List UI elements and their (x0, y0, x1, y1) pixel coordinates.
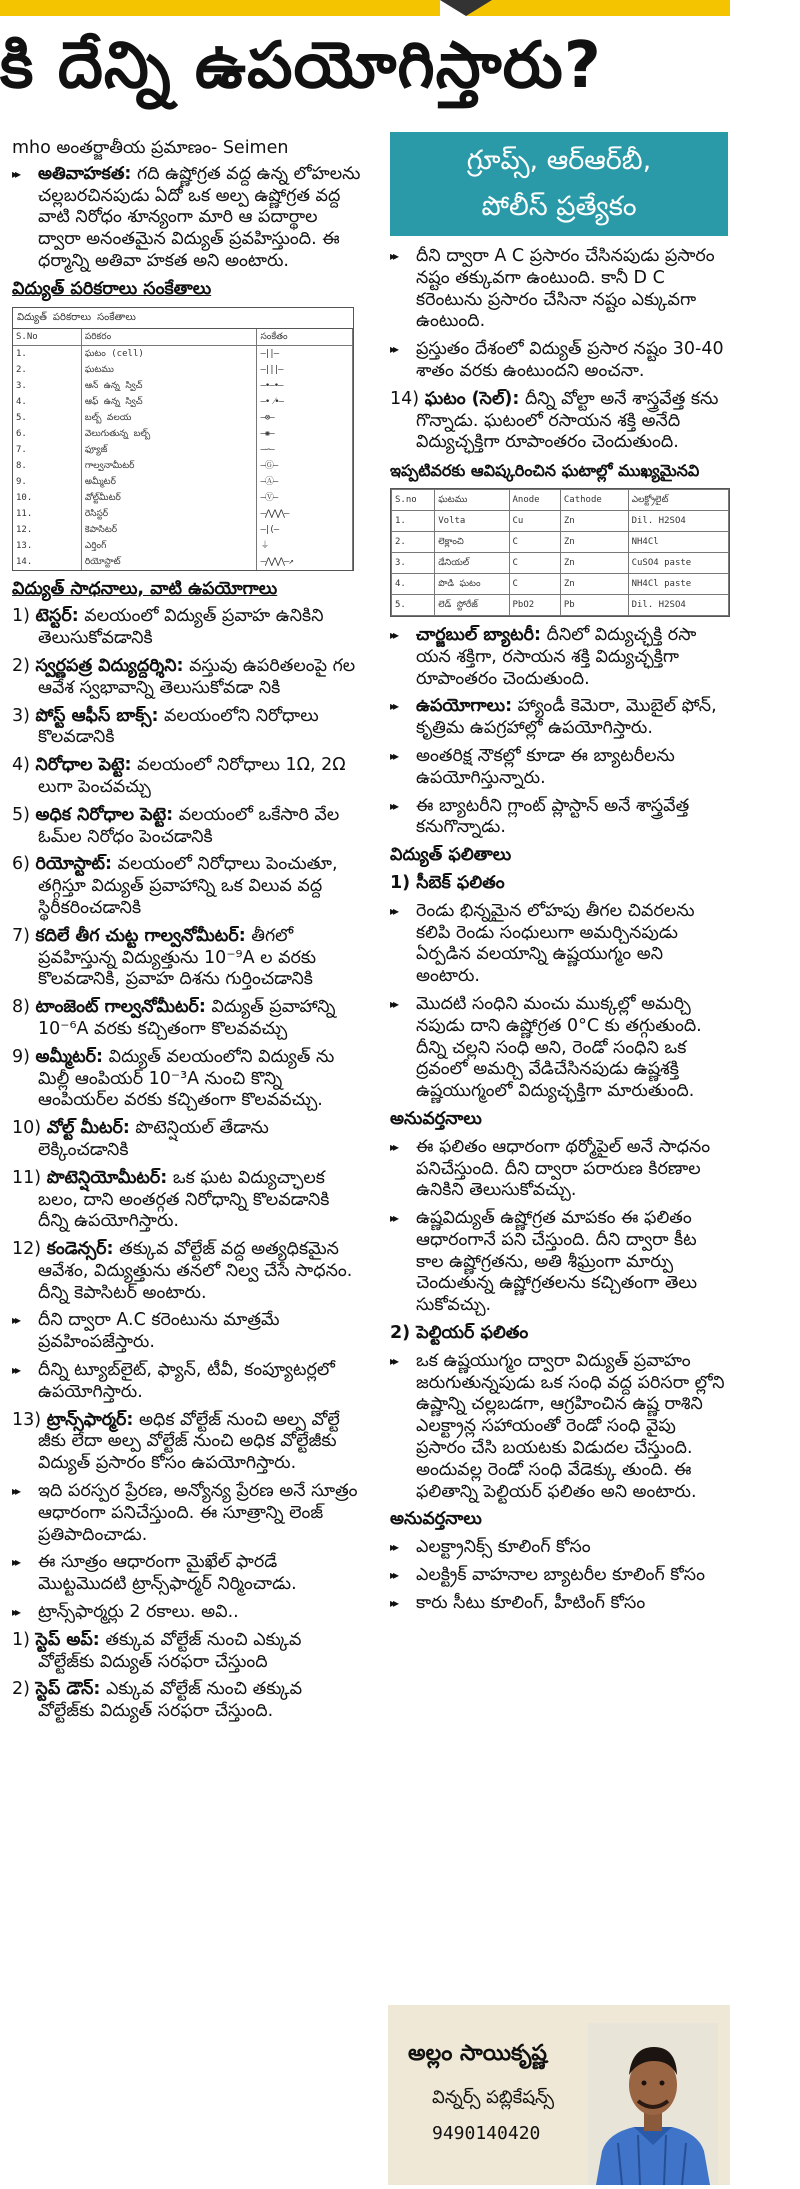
table-header: Anode (509, 489, 560, 510)
banner-line-2: పోలీస్ ప్రత్యేకం (481, 191, 637, 222)
table-header: పరికరం (81, 329, 257, 346)
applications-heading: అనువర్తనాలు (390, 1509, 482, 1530)
list-item: ▸▸ ఎలక్ట్రిక్ వాహనాల బ్యాటరీల కూలింగ్ కోసం (390, 1565, 728, 1587)
list-item: 8) టాంజెంట్ గాల్వనోమీటర్: విద్యుత్ ప్రవాహాన్ని 10⁻⁶A వరకు కచ్చితంగా కొలవవచ్చు (12, 997, 336, 1039)
banner-line-1: గ్రూప్స్, ఆర్ఆర్‌బీ, (466, 145, 652, 176)
list-item: 5) అధిక నిరోధాల పెట్టె: వలయంలో ఒకేసారి వేల ఓమ్‌ల నిరోధం పెంచడానికి (12, 804, 340, 847)
author-name: అల్లం సాయికృష్ణ (408, 2041, 547, 2066)
transformer-type: 2) స్టెప్ డౌన్: ఎక్కువ వోల్టేజ్ నుంచి తక్కువ వోల్టేజ్‌కు విద్యుత్ సరఫరా చేస్తుంది. (12, 1679, 303, 1722)
table-row: 1. Volta Cu Zn Dil. H2SO4 (392, 510, 729, 531)
list-item: ▸▸ మొదటి సంధిని మంచు ముక్కల్లో అమర్చి నపుడు దాని ఉష్ణోగ్రత 0°C కు తగ్గుతుంది. దీన్ని చల్లని సంధి అని, రెండో సంధిని ఒక ద్రవంలో అమర్చి వేడిచేసినపుడు ఉష్ణశక్తి ఉష్ణయుగ్మంలో విద్యుచ్ఛక్తిగా మారుతుంది. (390, 994, 728, 1103)
transformer-item: 13) ట్రాన్స్‌ఫార్మర్: అధిక వోల్టేజ్ నుంచి అల్ప వోల్టే జీకు లేదా అల్ప వోల్టేజ్ నుంచి అధిక వోల్టేజీకు విద్యుత్ ప్రసారం కోసం ఉపయోగిస్తారు. (12, 1409, 340, 1474)
list-item: ▸▸ రెండు భిన్నమైన లోహపు తీగల చివరలను కలిపి రెండు సంధులుగా అమర్చినపుడు ఏర్పడిన వలయాన్ని ఉష్ణయుగ్మం అని అంటారు. (390, 901, 728, 988)
seebeck-heading: 1) సీబెక్ ఫలితం (390, 872, 505, 893)
table-row: 9. అమ్మీటర్ —Ⓐ— (13, 474, 353, 490)
table-header: ఎలక్ట్రోలైట్ (628, 489, 728, 510)
table-row: 3. డేనియల్ C Zn CuSO4 paste (392, 552, 729, 573)
effects-heading: విద్యుత్ ఫలితాలు (390, 845, 512, 866)
transformer-bullet: ▸▸ ట్రాన్స్‌ఫార్మర్లు 2 రకాలు. అవి.. (12, 1602, 362, 1624)
list-item: 3) పోస్ట్ ఆఫీస్ బాక్స్: వలయంలోని నిరోధాలు కొలవడానికి (12, 705, 319, 748)
table-row: 4. ఆఫ్ ఉన్న స్విచ్ —• ⁄•— (13, 394, 353, 410)
table-row: 4. పొడి ఘటం C Zn NH4Cl paste (392, 573, 729, 594)
uses-bullet: ▸▸ ఉపయోగాలు: హ్యాండీ కెమెరా, మొబైల్ ఫోన్, కృత్రిమ ఉపగ్రహాల్లో ఉపయోగిస్తారు. (390, 696, 728, 740)
table-row: 2. లెక్లాంచి C Zn NH4Cl (392, 531, 729, 552)
list-item: ▸▸ ఒక ఉష్ణయుగ్మం ద్వారా విద్యుత్ ప్రవాహం జరుగుతున్నపుడు ఒక సంధి వద్ద పరిసరా ల్లోని ఉష్ణాన్ని చల్లబడగా, ఆగ్రహించిన ఉష్ణ రాశిని ఎలక్ట్రాన్ల సహాయంతో రెండో సంధి వైపు ప్రసారం చేసి బయటకు విడుదల చేస్తుంది. అందువల్ల రెండో సంధి వేడెక్కు తుంది. ఈ ఫలితాన్ని పెల్టియర్ ఫలితం అని అంటారు. (390, 1351, 728, 1504)
table-row: 11. రెసిస్టర్ —⋀⋀⋀— (13, 506, 353, 522)
author-phone: 9490140420 (432, 2123, 541, 2144)
list-item: ▸▸ అంతరిక్ష నౌకల్లో కూడా ఈ బ్యాటరీలను ఉపయోగిస్తున్నారు. (390, 746, 728, 790)
devices-heading: విద్యుత్ సాధనాలు, వాటి ఉపయోగాలు (12, 578, 278, 599)
cells-table (390, 488, 730, 617)
table-row: 5. లెడ్ స్టోరేజ్ PbO2 Pb Dil. H2SO4 (392, 594, 729, 615)
table-header: S.no (392, 489, 435, 510)
table-row: 3. ఆన్ ఉన్న స్విచ్ —•—•— (13, 378, 353, 394)
table-header: ఘటము (435, 489, 509, 510)
cells-table-heading: ఇప్పటివరకు ఆవిష్కరించిన ఘటాల్లో ముఖ్యమైనవి (390, 461, 700, 481)
symbols-table (12, 307, 354, 571)
table-row: 5. బల్బ్ వలయ —⊗— (13, 410, 353, 426)
author-publisher: విన్నర్స్ పబ్లికేషన్స్ (432, 2087, 555, 2108)
section-banner (390, 132, 728, 236)
transformer-bullet: ▸▸ ఈ సూత్రం ఆధారంగా మైఖేల్ ఫారడే మొట్టమొదటి ట్రాన్స్‌ఫార్మర్ నిర్మించాడు. (12, 1552, 362, 1596)
charge-battery-bullet: ▸▸ చార్జబుల్ బ్యాటరీ: దీనిలో విద్యుచ్ఛక్తి రసా యన శక్తిగా, రసాయన శక్తి విద్యుచ్ఛక్తిగా రూపాంతరం చెందుతుంది. (390, 625, 728, 690)
table-row: 13. ఎర్తింగ్ ⏚ (13, 538, 353, 554)
list-item: ▸▸ ఈ బ్యాటరీని గ్లాంట్ ప్లాస్టాన్ అనే శాస్త్రవేత్త కనుగొన్నాడు. (390, 796, 728, 840)
table-row: 6. వెలుగుతున్న బల్బ్ —✺— (13, 426, 353, 442)
superconductivity-bullet: ▸▸ అతివాహకత: గది ఉష్ణోగ్రత వద్ద ఉన్న లోహలను చల్లబరచినపుడు ఏదో ఒక అల్ప ఉష్ణోగ్రత వద్ద వాటి నిరోధం శూన్యంగా మారి ఆ పదార్థాల ద్వారా అనంతమైన విద్యుత్ ప్రవహిస్తుంది. ఈ ధర్మాన్ని అతివా హకత అని అంటారు. (12, 164, 362, 273)
list-item: 1) టెస్టర్: వలయంలో విద్యుత్ ప్రవాహ ఉనికిని తెలుసుకోవడానికి (12, 606, 324, 649)
cell-item: 14) ఘటం (సెల్): దీన్ని వోల్టా అనే శాస్త్రవేత్త కను గొన్నాడు. ఘటంలో రసాయన శక్తి అనేది విద్యుచ్ఛక్తిగా రూపాంతరం చెందుతుంది. (390, 388, 719, 453)
intro-line: mho అంతర్జాతీయ ప్రమాణం- Seimen (12, 138, 289, 158)
table-header: సంకేతం (257, 329, 353, 346)
list-item: ▸▸ ప్రస్తుతం దేశంలో విద్యుత్ ప్రసార నష్టం 30-40 శాతం వరకు ఉంటుందని అంచనా. (390, 339, 728, 383)
list-item: 6) రియోస్టాట్: వలయంలో నిరోధాలు పెంచుతూ, తగ్గిస్తూ విద్యుత్ ప్రవాహాన్ని ఒక విలువ వద్ద స్థిరీకరించడానికి (12, 854, 338, 918)
right-column (390, 132, 728, 1621)
applications-heading: అనువర్తనాలు (390, 1108, 482, 1129)
list-item: 4) నిరోధాల పెట్టె: వలయంలో నిరోధాలు 1Ω, 2Ω లుగా పెంచవచ్చు (12, 755, 346, 797)
transformer-type: 1) స్టెప్ అప్: తక్కువ వోల్టేజ్ నుంచి ఎక్కువ వోల్టేజ్‌కు విద్యుత్ సరఫరా చేస్తుంది (12, 1629, 302, 1672)
table-row: 12. కెపాసిటర్ —|(— (13, 522, 353, 538)
table-row: 8. గాల్వనామీటర్ —Ⓖ— (13, 458, 353, 474)
peltier-heading: 2) పెల్టియర్ ఫలితం (390, 1323, 529, 1344)
left-column (12, 138, 362, 1729)
list-item: ▸▸ దీని ద్వారా A C ప్రసారం చేసినపుడు ప్రసారం నష్టం తక్కువగా ఉంటుంది. కానీ D C కరెంటును ప్రసారం చేసినా నష్టం ఎక్కువగా ఉంటుంది. (390, 246, 728, 333)
table-row: 7. ఫ్యూజ్ —∽— (13, 442, 353, 458)
table-row: 2. ఘటము —|||— (13, 362, 353, 378)
list-item: 12) కండెన్సర్: తక్కువ వోల్టేజ్ వద్ద అత్యధికమైన ఆవేశం, విద్యుత్తును తనలో నిల్వ చేసే సాధనం. దీన్ని కెపాసిటర్ అంటారు. (12, 1239, 353, 1303)
top-bar-notch (440, 0, 492, 16)
list-item: ▸▸ ఉష్ణవిద్యుత్ ఉష్ణోగ్రత మాపకం ఈ ఫలితం ఆధారంగానే పని చేస్తుంది. దీని ద్వారా కీట కాల ఉష్ణోగ్రతను, అతి శీఘ్రంగా మార్పు చెందుతున్న ఉష్ణోగ్రతలను కచ్చితంగా తెలు సుకోవచ్చు. (390, 1208, 728, 1317)
transformer-bullet: ▸▸ ఇది పరస్పర ప్రేరణ, అన్యోన్య ప్రేరణ అనే సూత్రం ఆధారంగా పనిచేస్తుంది. ఈ సూత్రాన్ని లెంజ్ ప్రతిపాదించాడు. (12, 1481, 362, 1546)
author-box (388, 2005, 730, 2185)
list-item: 7) కదిలే తీగ చుట్ట గాల్వనోమీటర్: తీగలో ప్రవహిస్తున్న విద్యుత్తును 10⁻⁹A ల వరకు కొలవడానికి, ప్రవాహ దిశను గుర్తించడానికి (12, 925, 317, 990)
list-item: 11) పొటెన్షియోమీటర్: ఒక ఘట విద్యుచ్ఛాలక బలం, దాని అంతర్గత నిరోధాన్ని కొలవడానికి దీన్ని ఉపయోగిస్తారు. (12, 1167, 330, 1232)
author-photo (588, 2023, 718, 2185)
list-item: 9) అమ్మీటర్: విద్యుత్ వలయంలోని విద్యుత్ ను మిల్లీ ఆంపియర్ 10⁻³A నుంచి కొన్ని ఆంపియర్‌ల వరకు కచ్చితంగా కొలవవచ్చు. (12, 1046, 335, 1111)
table-row: 1. ఘటం (cell) —||— (13, 345, 353, 362)
list-item: ▸▸ ఈ ఫలితం ఆధారంగా థర్మోపైల్ అనే సాధనం పనిచేస్తుంది. దీని ద్వారా పరారుణ కిరణాల ఉనికిని తెలుసుకోవచ్చు. (390, 1137, 728, 1202)
condenser-bullet: ▸▸ దీని ద్వారా A.C కరెంటును మాత్రమే ప్రవహింపజేస్తారు. (12, 1310, 362, 1354)
symbols-heading: విద్యుత్ పరికరాలు సంకేతాలు (12, 278, 212, 299)
list-item: 2) స్వర్ణపత్ర విద్యుద్దర్శిని: వస్తువు ఉపరితలంపై గల ఆవేశ స్వభావాన్ని తెలుసుకోవడా నికి (12, 655, 356, 698)
table-row: 14. రియోస్టాట్ —⋀⋀⋀—↗ (13, 554, 353, 570)
top-accent-bar (0, 0, 730, 16)
list-item: ▸▸ ఎలక్ట్రానిక్స్ కూలింగ్ కోసం (390, 1537, 728, 1559)
headline: కి దేన్ని ఉపయోగిస్తారు? (0, 29, 602, 103)
symbols-table-caption: విద్యుత్ పరికరాలు సంకేతాలు (13, 308, 353, 329)
condenser-bullet: ▸▸ దీన్ని ట్యూబ్‌లైట్, ఫ్యాన్, టీవీ, కంప్యూటర్లలో ఉపయోగిస్తారు. (12, 1360, 362, 1404)
table-row: 10. వోల్ట్‌మీటర్ —Ⓥ— (13, 490, 353, 506)
list-item: ▸▸ కారు సీటు కూలింగ్, హీటింగ్ కోసం (390, 1593, 728, 1615)
table-header: S.No (13, 329, 81, 346)
list-item: 10) వోల్ట్ మీటర్: పొటెన్షియల్ తేడాను లెక్కించడానికి (12, 1118, 269, 1160)
table-header: Cathode (560, 489, 628, 510)
